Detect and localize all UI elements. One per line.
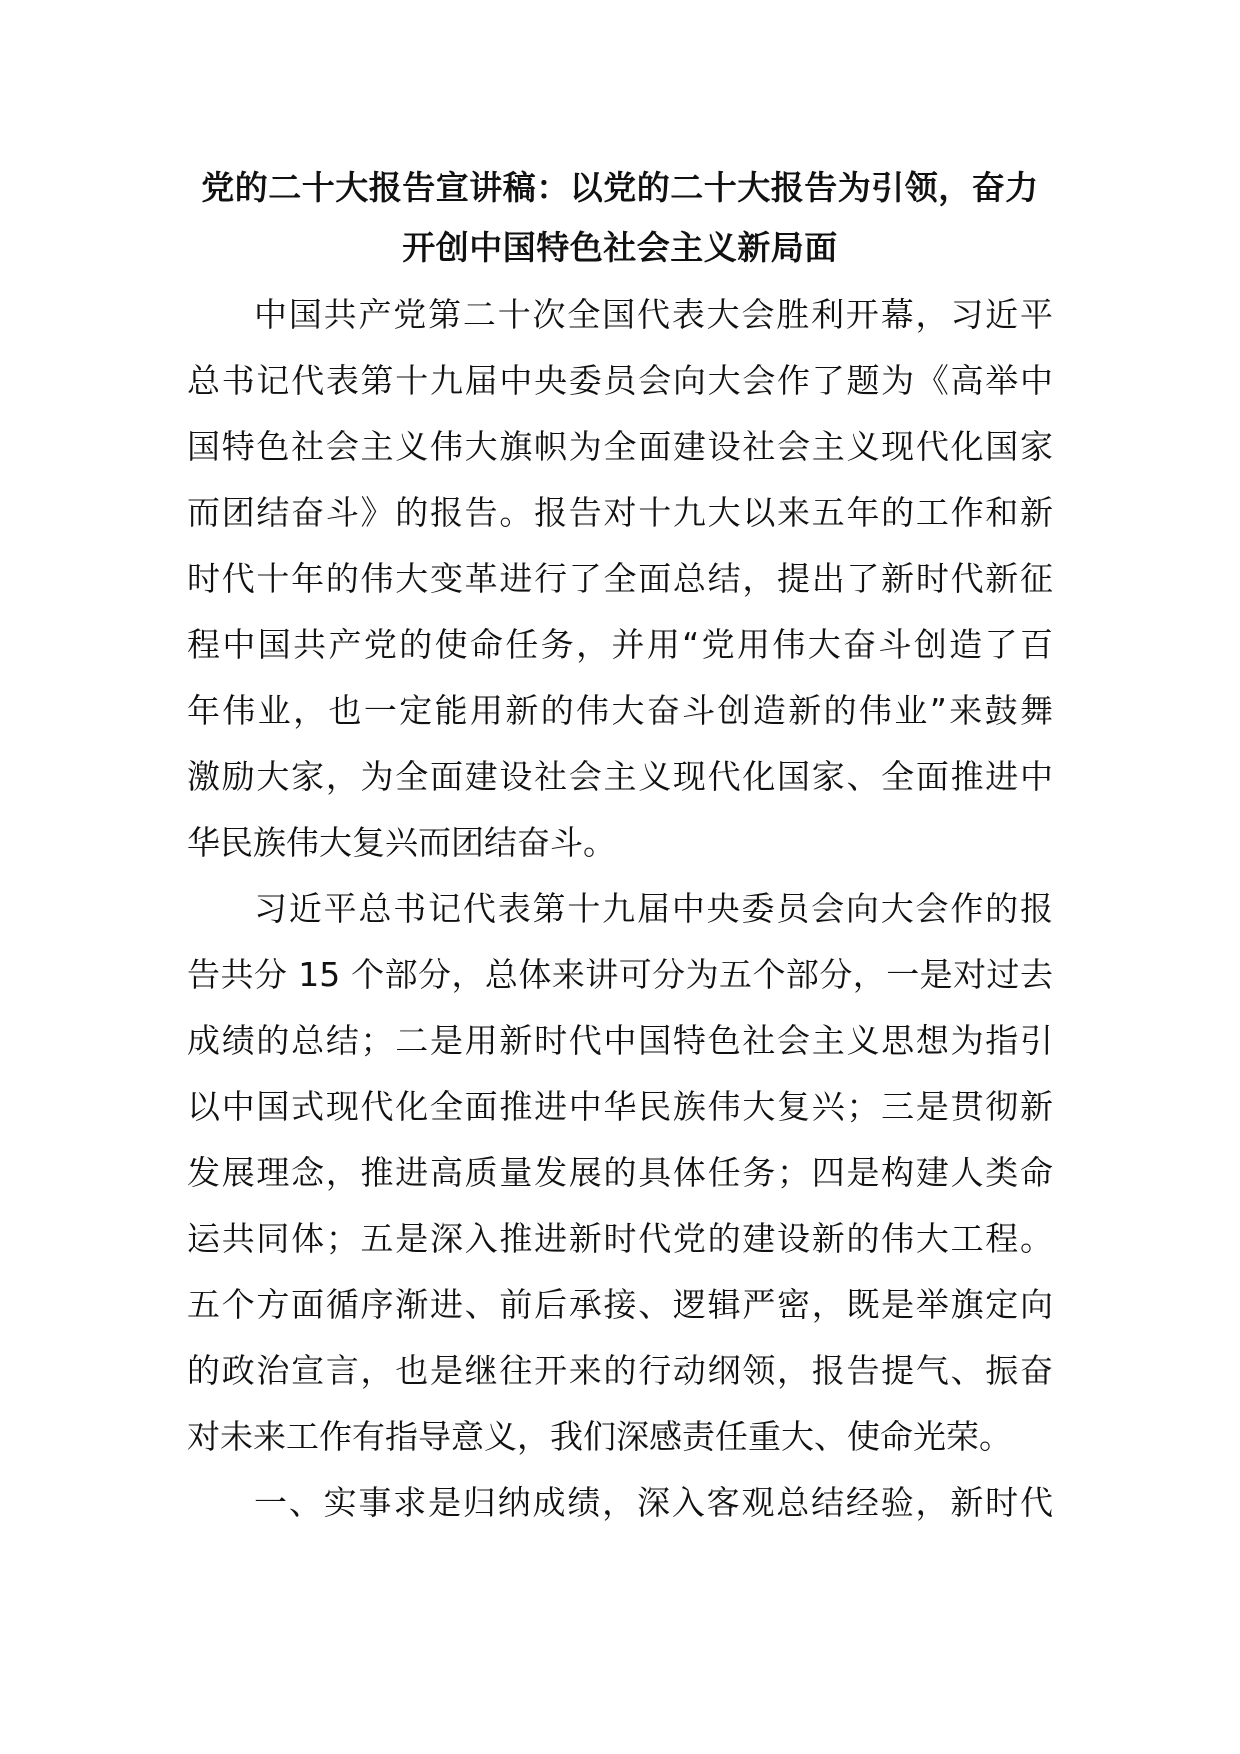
paragraph-1 [187,282,1053,876]
text-line: 一、实事求是归纳成绩，深入客观总结经验，新时代 [254,1483,1053,1522]
text-line: 华民族伟大复兴而团结奋斗。 [187,823,616,862]
text-line: 中国共产党第二十次全国代表大会胜利开幕，习近平 [254,295,1053,334]
text-line: 总书记代表第十九届中央委员会向大会作了题为《高举中 [187,361,1053,400]
text-line: 年伟业，也一定能用新的伟大奋斗创造新的伟业”来鼓舞 [187,691,1053,730]
text-line: 运共同体；五是深入推进新时代党的建设新的伟大工程。 [187,1219,1053,1258]
paragraph-3 [187,1470,1053,1536]
title-line: 开创中国特色社会主义新局面 [402,228,838,267]
text-line: 以中国式现代化全面推进中华民族伟大复兴；三是贯彻新 [187,1087,1053,1126]
text-line: 习近平总书记代表第十九届中央委员会向大会作的报 [254,889,1053,928]
document-title [187,158,1053,278]
text-line: 发展理念，推进高质量发展的具体任务；四是构建人类命 [187,1153,1053,1192]
text-line: 告共分 15 个部分，总体来讲可分为五个部分，一是对过去 [187,955,1053,994]
text-line: 成绩的总结；二是用新时代中国特色社会主义思想为指引 [187,1021,1053,1060]
text-line: 激励大家，为全面建设社会主义现代化国家、全面推进中 [187,757,1053,796]
paragraph-2 [187,876,1053,1470]
text-line: 对未来工作有指导意义，我们深感责任重大、使命光荣。 [187,1417,1012,1456]
text-line: 的政治宣言，也是继往开来的行动纲领，报告提气、振奋 [187,1351,1053,1390]
text-line: 时代十年的伟大变革进行了全面总结，提出了新时代新征 [187,559,1053,598]
text-line: 国特色社会主义伟大旗帜为全面建设社会主义现代化国家 [187,427,1053,466]
text-line: 五个方面循序渐进、前后承接、逻辑严密，既是举旗定向 [187,1285,1053,1324]
text-line: 程中国共产党的使命任务，并用“党用伟大奋斗创造了百 [187,625,1053,664]
text-line: 而团结奋斗》的报告。报告对十九大以来五年的工作和新 [187,493,1053,532]
document-page [187,158,1053,1536]
title-line: 党的二十大报告宣讲稿：以党的二十大报告为引领，奋力 [201,168,1039,207]
